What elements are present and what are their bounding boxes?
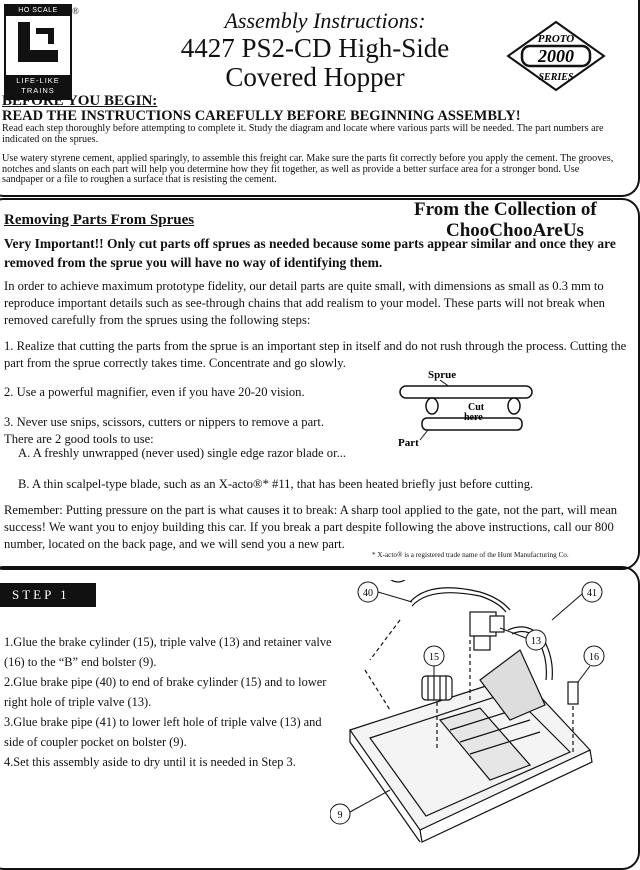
order-paragraph: In order to achieve maximum prototype fidelity, our detail parts are quite small, with dimensions as small as 0.3 mm to reproduce important details such as see-through chains that add realism to your model. These parts will not break when removed carefully from the sprues using the following steps: [4,279,605,327]
sprue-step-1: 1. Realize that cutting the parts from the sprue is an important step in itself and do not rush through the process. Cutting the part from the sprue correctly takes time. Concentrate and go slowly. [4,339,627,370]
intro-paragraph-1: Read each step thoroughly before attempting to complete it. Study the diagram and locate where various parts will be needed. The part numbers are indicated on the sprues. [2,123,604,145]
step1-line: 2.Glue brake pipe (40) to end of brake cylinder (15) and to lower right hole of triple valve (13). [4,675,327,709]
step1-line: 3.Glue brake pipe (41) to lower left hole of triple valve (13) and side of coupler pocket on bolster (9). [4,715,322,749]
collection-name: ChooChooAreUs [446,220,584,241]
logo-mark-icon [14,20,62,66]
collection-stamp: From the Collection of [414,199,597,220]
step1-instructions [4,632,334,772]
tools-intro: There are 2 good tools to use: [4,432,154,446]
important-note: Very Important!! Only cut parts off sprues as needed because some parts appear similar and once they are removed from the sprue you will have no way of identifying them. [4,236,616,270]
part-label: Part [398,437,419,449]
callout-15: 15 [429,652,439,663]
tool-a: A. A freshly unwrapped (never used) single edge razor blade or... [18,446,347,460]
xacto-footnote: * X-acto® is a registered trade name of the Hunt Manufacturing Co. [372,551,569,559]
logo-brand-line1: LIFE-LIKE [16,76,60,85]
removing-heading: Removing Parts From Sprues [4,212,195,228]
callout-9: 9 [337,810,343,821]
callout-16: 16 [589,652,599,663]
tool-b: B. A thin scalpel-type blade, such as an X-acto®* #11, that has been heated briefly just before cutting. [18,477,534,491]
doc-title [130,34,500,92]
sprue-step-3: 3. Never use snips, scissors, cutters or nippers to remove a part. [4,415,325,429]
before-heading: BEFORE YOU BEGIN: [2,93,158,109]
step1-line: 1.Glue the brake cylinder (15), triple valve (13) and retainer valve (16) to the “B” end bolster (9). [4,635,332,669]
logo-scale-label: HO SCALE [6,6,70,16]
step1-diagram [330,580,630,845]
registered-mark: ® [72,6,79,16]
intro-paragraph-2: Use watery styrene cement, applied sparingly, to assemble this freight car. Make sure the parts fit correctly before you apply the cement. The grooves, notches and slants on each part will help you determine how they fit together, as well as provide a better surface area for a stronger bond. Use sandpaper or a file to roughen a surface that is resisting the cement. [2,153,614,185]
cut-label: Cut [468,402,485,413]
doc-title-line1: 4427 PS2-CD High-Side [180,33,450,63]
callout-40: 40 [363,588,373,599]
badge-top: PROTO [537,33,575,45]
sprue-label: Sprue [428,369,457,381]
proto-2000-badge [506,20,606,92]
callout-13: 13 [531,636,541,647]
step1-label: STEP 1 [0,583,96,607]
life-like-logo [4,4,72,100]
badge-bottom: SERIES [538,72,574,83]
callout-41: 41 [587,588,597,599]
sprue-step-2: 2. Use a powerful magnifier, even if you have 20-20 vision. [4,385,305,399]
here-label: here [464,412,483,423]
doc-subtitle: Assembly Instructions: [224,8,426,33]
step1-line: 4.Set this assembly aside to dry until it is needed in Step 3. [4,755,296,769]
doc-title-line2: Covered Hopper [225,62,405,92]
remember-paragraph: Remember: Putting pressure on the part is what causes it to break: A sharp tool applied to the gate, not the part, will mean success! We want you to enjoy building this car. If you break a part despite following the above instructions, call our 800 number, located on the back page, and we will send you a new part. [4,503,618,551]
sprue-diagram [396,366,536,456]
badge-mid: 2000 [538,46,574,66]
read-warning: READ THE INSTRUCTIONS CAREFULLY BEFORE BEGINNING ASSEMBLY! [2,108,521,124]
logo-brand-line2: TRAINS [21,86,55,95]
